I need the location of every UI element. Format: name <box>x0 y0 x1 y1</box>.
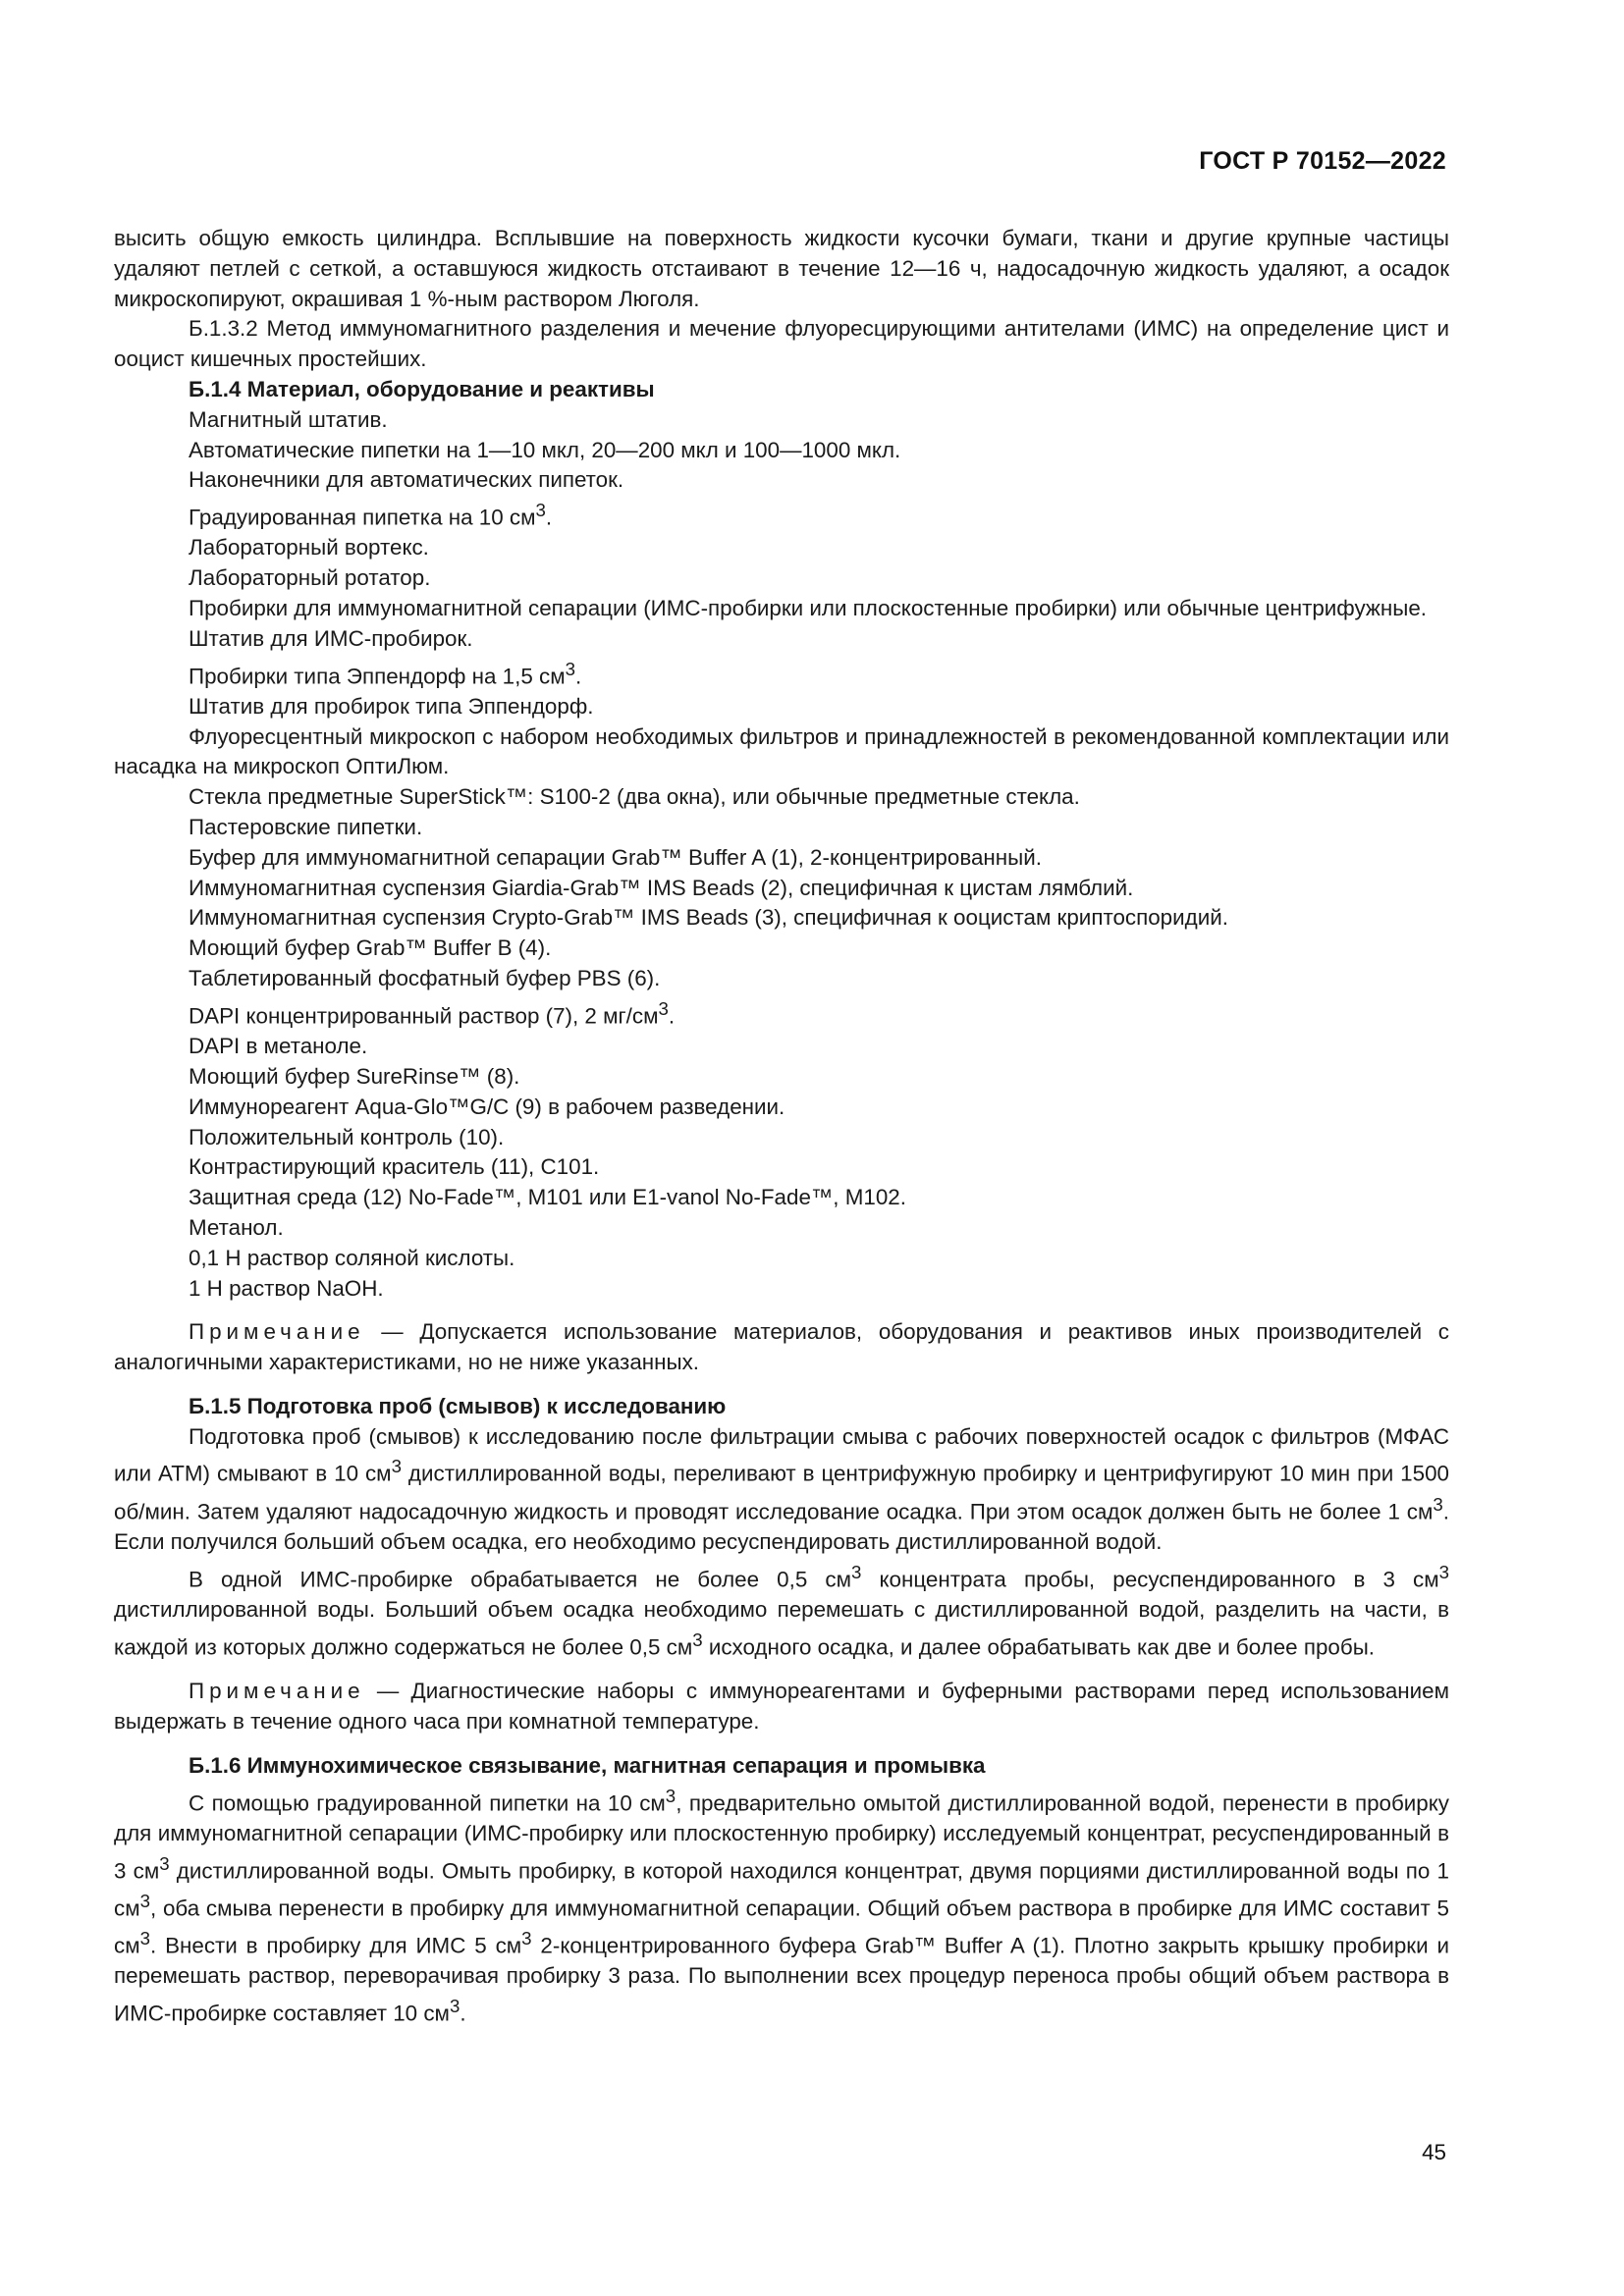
page-number: 45 <box>1422 2140 1446 2164</box>
paragraph-intro: высить общую емкость цилиндра. Всплывшие на поверхность жидкости кусочки бумаги, ткани и другие крупные частицы удаляют петлей с сеткой, а оставшуюся жидкость отстаивают в течение 12—16 ч, надосадочную жидкость удаляют, а осадок микроскопируют, окрашивая 1 %-ным раствором Люголя. <box>114 226 1449 311</box>
list-item: Таблетированный фосфатный буфер PBS (6). <box>189 966 661 991</box>
list-item: Автоматические пипетки на 1—10 мкл, 20—200 мкл и 100—1000 мкл. <box>189 437 901 462</box>
list-item: Моющий буфер Grab™ Buffer B (4). <box>189 935 552 961</box>
paragraph-b15-1: Подготовка проб (смывов) к исследованию после фильтрации смыва с рабочих поверхностей осадок с фильтров (МФАС или АТМ) смывают в 10 $см^3$ дистиллированной воды, переливают в центрифужную пробирку и центрифугируют 10 мин при 1500 об/мин. Затем удаляют надосадочную жидкость и проводят исследование осадка. При этом осадок должен быть не более 1 $см^3$. Если получился больший объем осадка, его необходимо ресуспендировать дистиллированной водой. <box>114 1423 1449 1555</box>
list-item: Флуоресцентный микроскоп с набором необходимых фильтров и принадлежностей в рекомендованной комплектации или насадка на микроскоп ОптиЛюм. <box>114 723 1449 779</box>
paragraph-b16: С помощью градуированной пипетки на 10 $см^3$, предварительно омытой дистиллированной водой, перенести в пробирку для иммуномагнитной сепарации (ИМС-пробирку или плоскостенную пробирку) исследуемый концентрат, ресуспендированный в 3 $см^3$ дистиллированной воды. Омыть пробирку, в которой находился концентрат, двумя порциями дистиллированной воды по 1 $см^3$, оба смыва перенести в пробирку для иммуномагнитной сепарации. Общий объем раствора в пробирке для ИМС составит 5 $см^3$. Внести в пробирку для ИМС 5 $см^3$ 2-концентрированного буфера Grab™ Buffer A (1). Плотно закрыть крышку пробирки и перемешать раствор, переворачивая пробирку 3 раза. По выполнении всех процедур переноса пробы общий объем раствора в ИМС-пробирке составляет 10 $см^3$. <box>114 1785 1449 2026</box>
list-item: Штатив для пробирок типа Эппендорф. <box>189 693 594 719</box>
list-item: Положительный контроль (10). <box>189 1124 505 1149</box>
list-item: Штатив для ИМС-пробирок. <box>189 625 473 651</box>
heading-b14: Б.1.4 Материал, оборудование и реактивы <box>189 376 655 401</box>
list-item: Пробирки типа Эппендорф на 1,5 $см^3$. <box>189 658 582 689</box>
list-item: 0,1 Н раствор соляной кислоты. <box>189 1245 515 1270</box>
list-item: 1 Н раствор NaOH. <box>189 1275 384 1301</box>
note-2: Примечание — Диагностические наборы с иммунореагентами и буферными растворами перед использованием выдержать в течение одного часа при комнатной температуре. <box>114 1679 1449 1734</box>
list-item: Градуированная пипетка на 10 $см^3$. <box>189 500 553 530</box>
document-body <box>114 224 1449 2029</box>
list-item: Буфер для иммуномагнитной сепарации Grab™ Buffer A (1), 2-концентрированный. <box>189 844 1042 870</box>
list-item: Иммунореагент Aqua-Glo™G/C (9) в рабочем разведении. <box>189 1094 785 1119</box>
list-item: Иммуномагнитная суспензия Giardia-Grab™ IMS Beads (2), специфичная к цистам лямблий. <box>189 875 1134 900</box>
list-item: Пастеровские пипетки. <box>189 815 423 840</box>
heading-b16: Б.1.6 Иммунохимическое связывание, магнитная сепарация и промывка <box>189 1752 986 1778</box>
note-1: Примечание — Допускается использование материалов, оборудования и реактивов иных производителей с аналогичными характеристиками, но не ниже указанных. <box>114 1319 1449 1375</box>
list-item: Моющий буфер SureRinse™ (8). <box>189 1063 520 1089</box>
list-item: Пробирки для иммуномагнитной сепарации (ИМС-пробирки или плоскостенные пробирки) или обычные центрифужные. <box>189 596 1428 621</box>
list-item: DAPI концентрированный раствор (7), 2 $мг/см^3$. <box>189 997 676 1029</box>
list-item: Лабораторный вортекс. <box>189 535 429 561</box>
list-item: Защитная среда (12) No-Fade™, M101 или E1-vanol No-Fade™, M102. <box>189 1185 906 1210</box>
list-item: DAPI в метаноле. <box>189 1034 368 1059</box>
note-label: Примечание <box>189 1319 365 1345</box>
paragraph-b132: Б.1.3.2 Метод иммуномагнитного разделения и мечение флуоресцирующими антителами (ИМС) на определение цист и ооцист кишечных простейших. <box>114 316 1449 372</box>
paragraph-b15-2: В одной ИМС-пробирке обрабатывается не более 0,5 $см^3$ концентрата пробы, ресуспендированного в 3 $см^3$ дистиллированной воды. Больший объем осадка необходимо перемешать с дистиллированной водой, разделить на части, в каждой из которых должно содержаться не более 0,5 $см^3$ исходного осадка, и далее обрабатывать как две и более пробы. <box>114 1561 1449 1660</box>
list-item: Контрастирующий краситель (11), C101. <box>189 1154 600 1180</box>
list-item: Наконечники для автоматических пипеток. <box>189 467 624 493</box>
list-item: Лабораторный ротатор. <box>189 565 431 591</box>
list-item: Стекла предметные SuperStick™: S100-2 (два окна), или обычные предметные стекла. <box>189 784 1080 810</box>
heading-b15: Б.1.5 Подготовка проб (смывов) к исследованию <box>189 1393 727 1418</box>
standard-code: ГОСТ Р 70152—2022 <box>1199 147 1446 175</box>
note-label: Примечание <box>189 1679 365 1704</box>
list-item: Магнитный штатив. <box>189 406 388 432</box>
list-item: Иммуномагнитная суспензия Crypto-Grab™ IMS Beads (3), специфичная к ооцистам криптоспоридий. <box>189 905 1228 931</box>
list-item: Метанол. <box>189 1214 284 1240</box>
